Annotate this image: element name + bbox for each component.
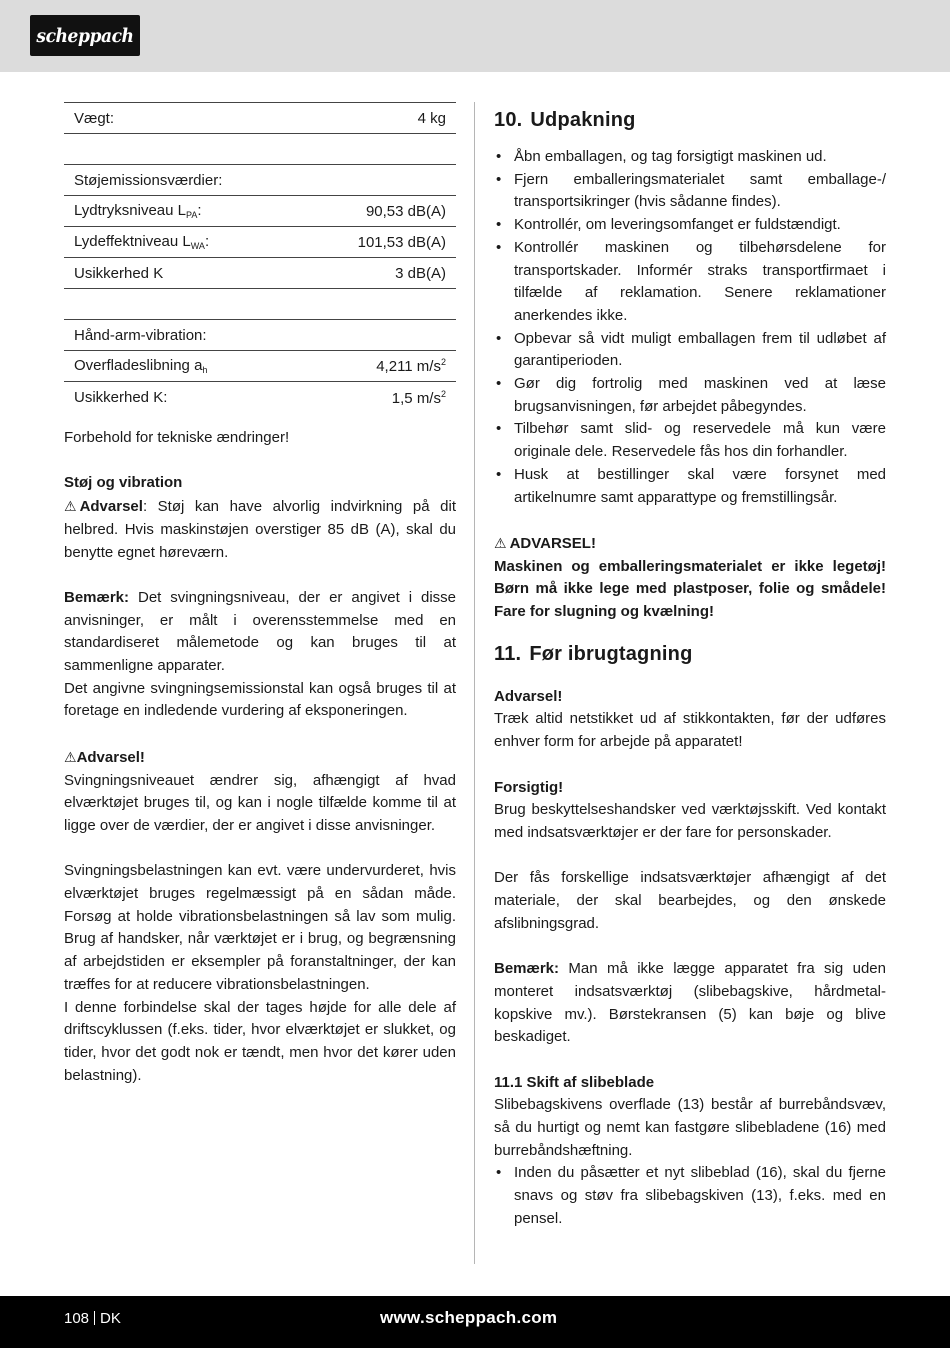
technical-reservation: Forbehold for tekniske ændringer! [64,429,290,446]
spec-value: 4,211 $m/s^2$ [376,357,446,375]
page-indicator [64,1310,121,1327]
spec-label: Vægt: [74,109,115,127]
list-item: • Åbn emballagen, og tag forsigtigt maskinen ud. [494,146,886,169]
emission-text: Det angivne svingningsemissionstal kan også bruges til at foretage en indledende vurdering af eksponeringen. [64,679,456,720]
spec-row-spacer [64,289,456,320]
brand-logo [30,15,140,56]
spec-value: 90,53 dB(A) [365,202,446,220]
vibration-warning-text: Svingningsniveauet ændrer sig, afhængigt af hvad elværktøjet bruges til, og kan i nogle tilfælde komme til at ligge over de værdier, der er angivet i disse anvisninger. [64,771,456,834]
subsection-heading: 11.1 Skift af slibeblade [494,1073,655,1091]
noise-vibration-heading: Støj og vibration [64,474,183,492]
list-item: • Husk at bestillinger skal være forsynet med artikelnumre samt apparattype og fremstillingsår. [494,464,886,509]
caution-label: Forsigtig! [494,778,564,796]
spec-label: Overfladeslibning $a_h$ [74,357,208,375]
left-column [64,102,456,1087]
brand-logo-text: scheppach [36,24,134,47]
sanding-list [494,1162,886,1230]
unpacking-list [494,146,886,509]
page-number: 108 [64,1310,90,1327]
spec-value: 1,5 $m/s^2$ [391,388,446,407]
subsection-text: Slibebagskivens overflade (13) består af burrebåndsvæv, så du hurtigt og nemt kan fastgøre slibebladene (16) med burrebåndshæftning. [494,1096,886,1159]
spec-row-surface-grinding [64,351,456,382]
spec-table [64,102,456,413]
list-item: • Gør dig fortrolig med maskinen ved at læse brugsanvisningen, før arbejdet påbegyndes. [494,373,886,418]
vibration-load-text: Svingningsbelastningen kan evt. være undervurderet, hvis elværktøjet bruges regelmæssigt på en sådan måde. Forsøg at holde vibrationsbelastningen så lav som mulig. Brug af handsker, når værktøjet er i brug, og begrænsning af arbejdstiden er eksempler på foranstaltninger, der kan træffes for at reducere vibrationsbelastningen. [64,862,456,993]
list-item: • Kontrollér maskinen og tilbehørsdelene for transportskader. Informér straks transportfirmaet i tilfælde af reklamation. Senere reklamationer anerkendes ikke. [494,237,886,328]
operating-cycle-text: I denne forbindelse skal der tages højde for alle dele af driftscyklussen (f.eks. tider, hvor elværktøjet er slukket, og tider, hvor det godt nok er tændt, men hvor det kører uden belastning). [64,998,456,1084]
spec-row-spacer [64,134,456,165]
page-separator [94,1311,95,1325]
list-item: • Kontrollér, om leveringsomfanget er fuldstændigt. [494,214,886,237]
spec-label: Støjemissionsværdier: [74,171,223,189]
mounting-note: Bemærk: Man må ikke lægge apparatet fra sig uden monteret indsatsværktøj (slibebagskive, hårdmetal-kopskive mv.). Børstekransen (5) kan bøje og blive beskadiget. [494,960,886,1046]
section-10-heading: 10. Udpakning [494,109,636,131]
spec-row-uncertainty-noise [64,258,456,289]
spec-label: Usikkerhed K [74,264,164,282]
spec-value: 4 kg [417,109,446,127]
spec-row-uncertainty-vibration [64,382,456,413]
noise-warning: ⚠ Advarsel: Støj kan have alvorlig indvirkning på dit helbred. Hvis maskinstøjen overstiger 85 dB (A), skal du benytte egnet høreværn. [64,495,456,564]
spec-row-vibration-heading [64,320,456,351]
spec-value: 3 dB(A) [395,264,446,282]
spec-row-weight [64,103,456,134]
list-item: • Inden du påsætter et nyt slibeblad (16), skal du fjerne snavs og støv fra slibebagskiven (13), f.eks. med en pensel. [494,1162,886,1230]
packaging-warning-text: Maskinen og emballeringsmaterialet er ikke legetøj! Børn må ikke lege med plastposer, folie og smådele! Fare for slugning og kvælning! [494,557,886,621]
advarsel-label: Advarsel! [494,687,563,705]
spec-label: Lydeffektniveau $L_{WA}$: [74,233,210,251]
section-11-heading: 11. Før ibrugtagning [494,642,693,665]
vibration-note: Bemærk: Det svingningsniveau, der er angivet i disse anvisninger, er målt i overensstemmelse med en standardiseret målemetode og kan bruges til at sammenligne apparater. [64,588,456,674]
footer-bar [0,1296,950,1348]
advarsel-text: Træk altid netstikket ud af stikkontakten, før der udføres enhver form for arbejde på apparatet! [494,710,886,751]
right-column [494,100,886,1231]
language-code: DK [100,1310,121,1327]
website-link[interactable]: www.scheppach.com [380,1308,558,1327]
warning-triangle-icon: ⚠ [64,498,77,515]
spec-label: Usikkerhed K: [74,389,168,406]
packaging-warning-heading: ⚠ ADVARSEL! [494,532,886,556]
header-bar [0,0,950,72]
spec-row-noise-heading [64,165,456,196]
spec-value: 101,53 dB(A) [357,233,446,251]
warning-triangle-icon: ⚠ [494,534,507,551]
spec-label: Hånd-arm-vibration: [74,326,207,344]
column-divider [474,102,475,1264]
vibration-warning-heading: ⚠Advarsel! [64,746,456,770]
tools-text: Der fås forskellige indsatsværktøjer afhængigt af det materiale, der skal bearbejdes, og den ønskede afslibningsgrad. [494,869,886,932]
list-item: • Opbevar så vidt muligt emballagen frem til udløbet af garantiperioden. [494,328,886,373]
list-item: • Tilbehør samt slid- og reservedele må kun være originale dele. Reservedele fås hos din forhandler. [494,418,886,463]
spec-label: Lydtryksniveau $L_{PA}$: [74,202,202,220]
list-item: • Fjern emballeringsmaterialet samt emballage-/ transportsikringer (hvis sådanne findes). [494,169,886,214]
spec-row-sound-pressure [64,196,456,227]
caution-text: Brug beskyttelseshandsker ved værktøjsskift. Ved kontakt med indsatsværktøjer er der fare for personskader. [494,801,886,841]
warning-triangle-icon: ⚠ [64,748,77,765]
spec-row-sound-power [64,227,456,258]
